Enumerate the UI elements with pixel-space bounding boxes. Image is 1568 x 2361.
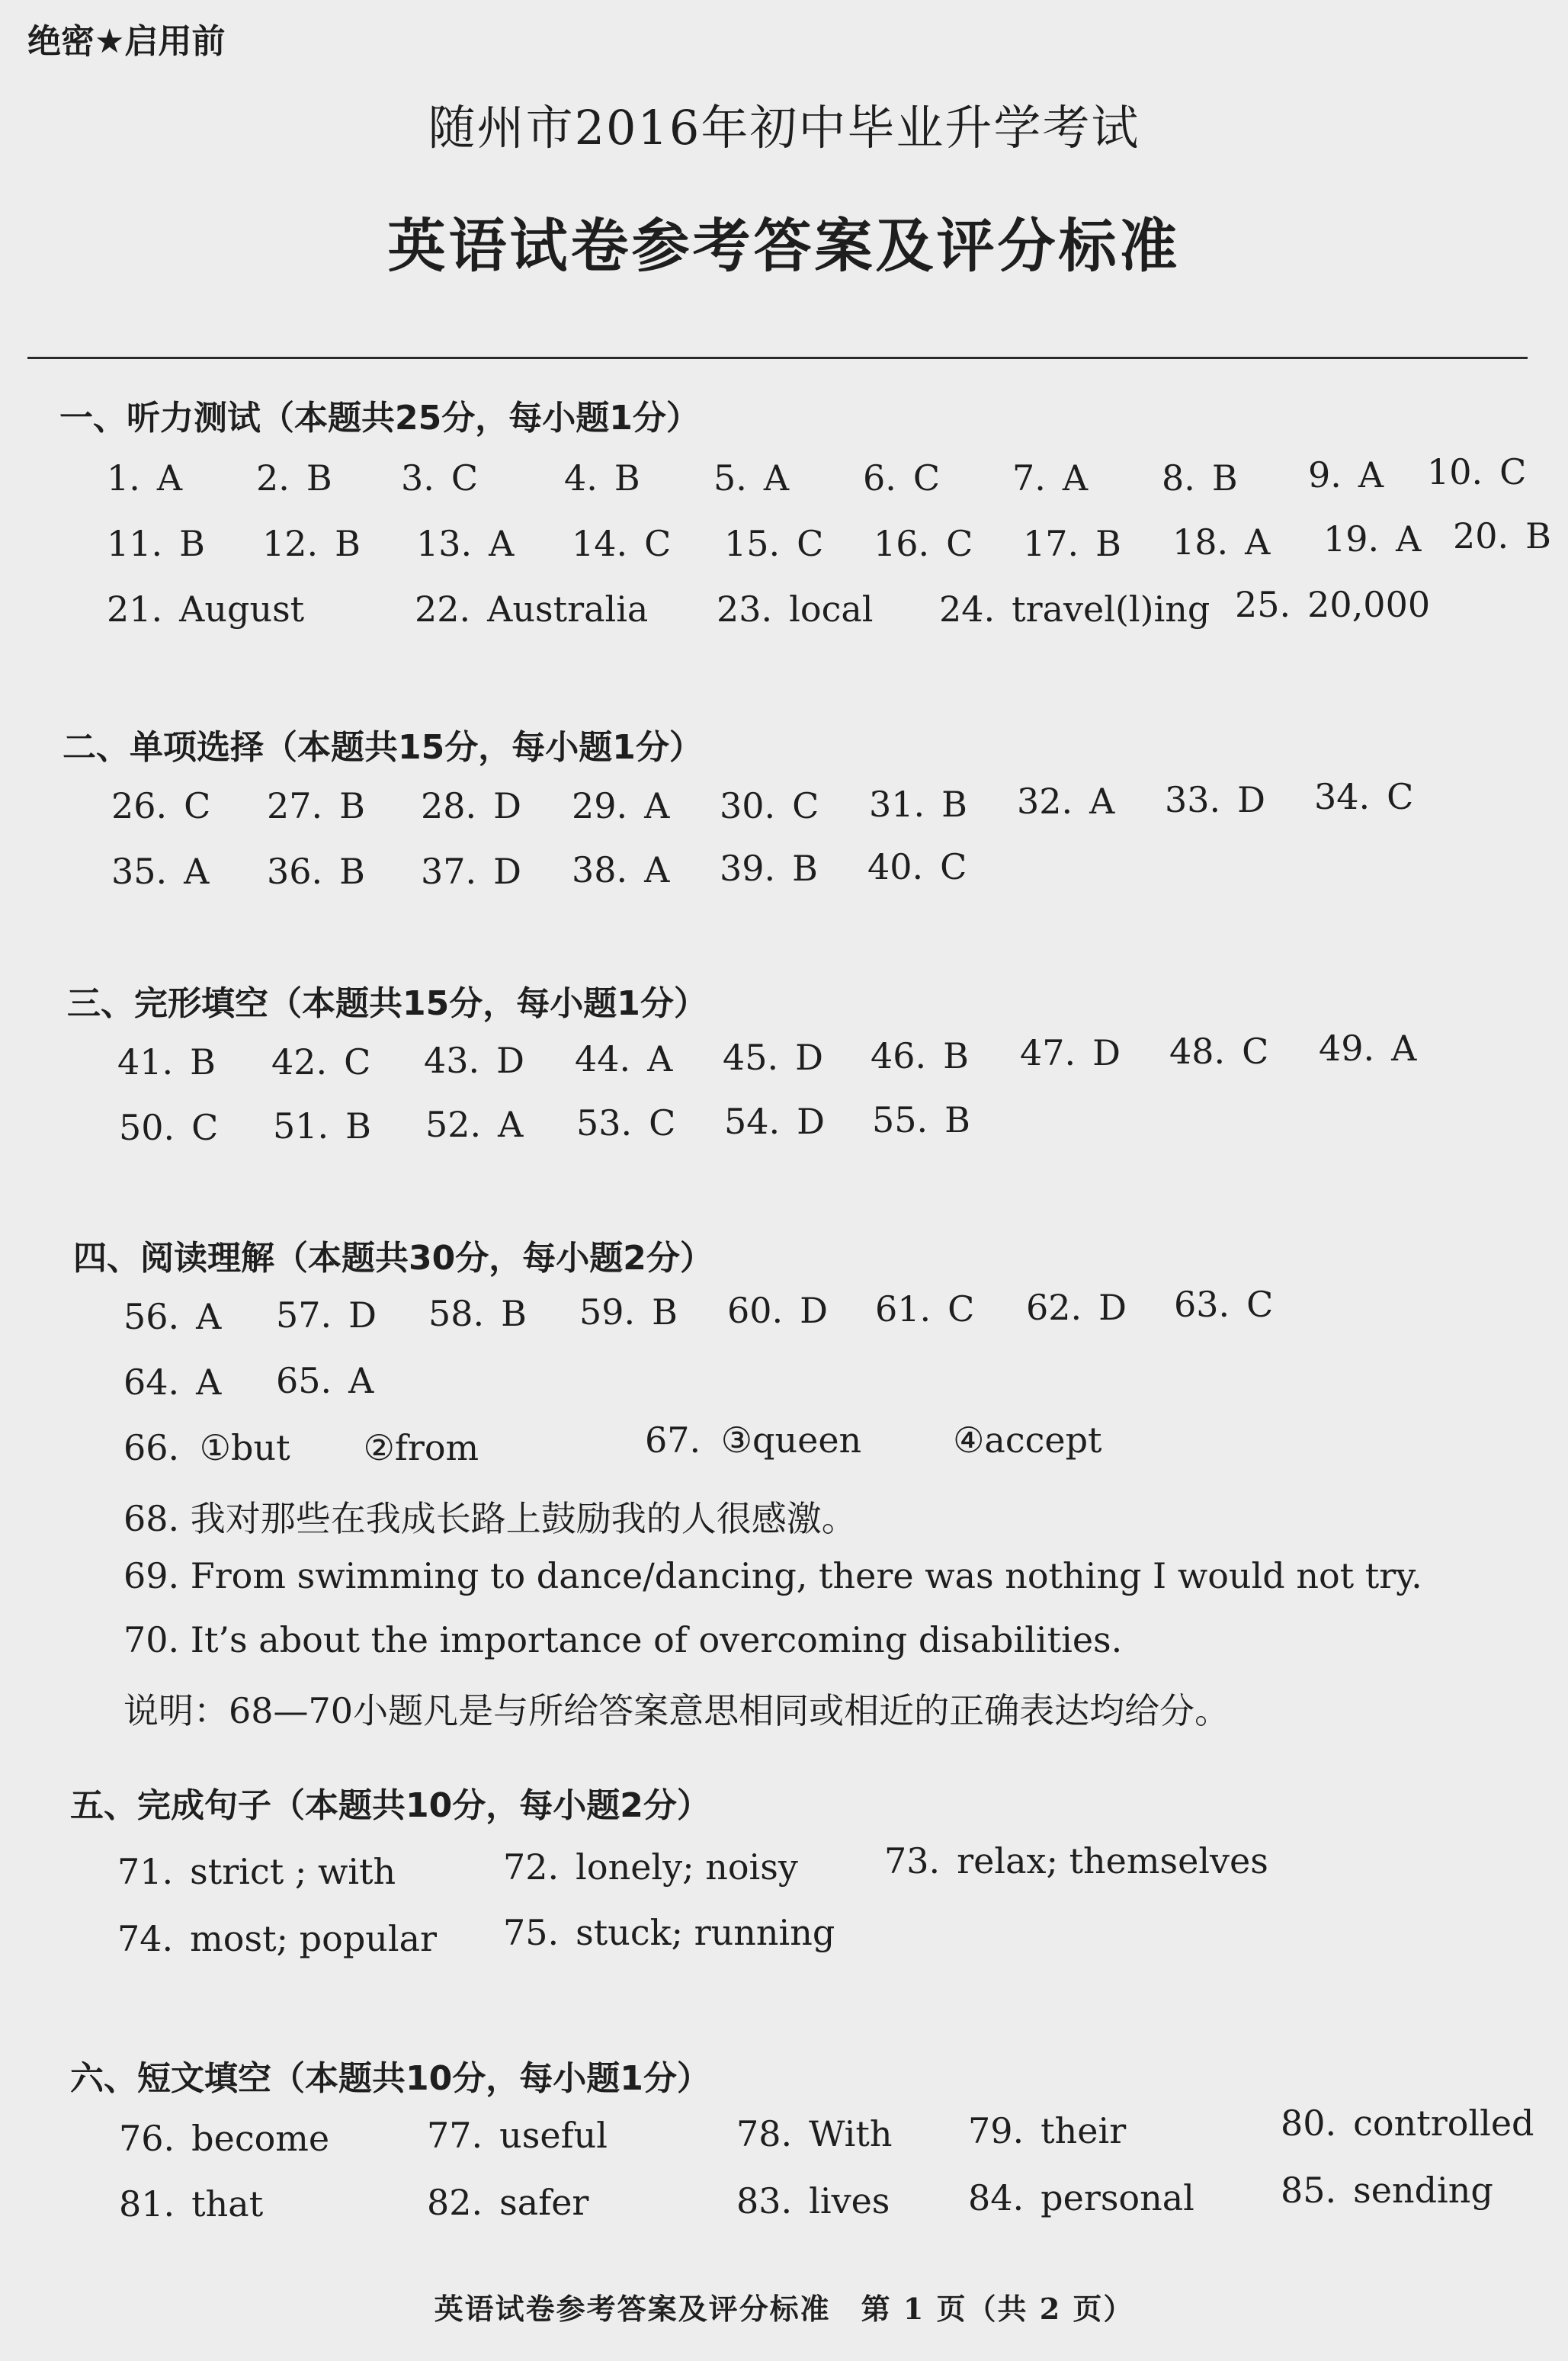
answer-item: 77. useful — [427, 2115, 608, 2156]
answer-item: 34. C — [1314, 776, 1414, 817]
answer-item: 12. B — [262, 523, 361, 564]
answer-item: 33. D — [1165, 779, 1266, 820]
answer-item: 72. lonely; noisy — [503, 1846, 798, 1888]
answer-item: 54. D — [724, 1101, 826, 1142]
answer-item: 83. lives — [736, 2180, 890, 2221]
answer-item: 35. A — [111, 851, 210, 892]
answer-item: 56. A — [123, 1296, 222, 1337]
answer-item: 79. their — [968, 2110, 1127, 2151]
answer-item: 58. B — [428, 1293, 527, 1334]
answer-item: 2. B — [256, 457, 332, 499]
answer-item: 75. stuck; running — [503, 1912, 835, 1953]
answer-item: 82. safer — [427, 2182, 589, 2223]
answer-item: 30. C — [720, 785, 819, 826]
answer-item: 31. B — [869, 784, 967, 825]
answer-item: 49. A — [1319, 1028, 1417, 1069]
answer-item: 27. B — [267, 785, 365, 826]
section-4-title: 四、阅读理解（本题共30分，每小题2分） — [73, 1239, 713, 1278]
confidential-mark: 绝密★启用前 — [27, 22, 226, 61]
answer-item: 40. C — [867, 846, 967, 887]
answer-item: 13. A — [416, 523, 515, 564]
section-3-title: 三、完形填空（本题共15分，每小题1分） — [67, 984, 707, 1023]
answer-item: 36. B — [267, 851, 365, 892]
answer-item: 63. C — [1174, 1284, 1274, 1325]
page-number: 第 1 页（共 2 页） — [861, 2292, 1134, 2326]
answer-item: 45. D — [723, 1037, 824, 1078]
answer-item: 1. A — [107, 457, 183, 499]
answer-item: 64. A — [123, 1362, 222, 1403]
answer-item: 80. controlled — [1281, 2103, 1534, 2144]
answer-item: 7. A — [1012, 457, 1089, 499]
answer-item: 42. C — [271, 1041, 371, 1083]
answer-item: 44. A — [575, 1038, 673, 1079]
answer-item: 10. C — [1427, 451, 1527, 492]
answer-item: 57. D — [276, 1294, 377, 1336]
section-2-title: 二、单项选择（本题共15分，每小题1分） — [63, 728, 703, 767]
answer-item: 20. B — [1453, 515, 1551, 557]
answer-item: 78. With — [736, 2113, 893, 2154]
answer-item: 74. most; popular — [117, 1918, 438, 1959]
answer-item: 6. C — [863, 457, 941, 499]
section-1-title: 一、听力测试（本题共25分，每小题1分） — [59, 399, 700, 438]
answer-item: 51. B — [273, 1105, 371, 1147]
answer-item: 67. ③queen ④accept — [645, 1419, 1102, 1461]
answer-item: 25. 20,000 — [1235, 584, 1431, 625]
answer-item: 43. D — [424, 1040, 525, 1081]
answer-item: 5. A — [713, 457, 790, 499]
answer-item: 3. C — [401, 457, 479, 499]
answer-item: 47. D — [1020, 1032, 1121, 1073]
answer-item: 32. A — [1017, 781, 1115, 822]
answer-item: 18. A — [1172, 521, 1271, 563]
answer-item: 14. C — [572, 523, 672, 564]
answer-item: 60. D — [727, 1290, 829, 1331]
answer-item: 21. August — [107, 589, 305, 630]
answer-item: 85. sending — [1281, 2170, 1493, 2211]
answer-item: 9. A — [1308, 454, 1384, 496]
answer-item: 4. B — [564, 457, 640, 499]
answer-item: 66. ①but ②from — [123, 1427, 479, 1468]
answer-item: 23. local — [717, 589, 874, 630]
answer-item: 53. C — [576, 1102, 676, 1144]
document-title: 英语试卷参考答案及评分标准 — [387, 212, 1181, 280]
answer-item: 15. C — [724, 523, 824, 564]
answer-item: 28. D — [421, 785, 522, 826]
answer-item: 11. B — [107, 523, 205, 564]
answer-item: 39. B — [720, 848, 818, 889]
answer-item: 29. A — [572, 785, 670, 826]
answer-item: 81. that — [119, 2183, 264, 2225]
exam-title: 随州市2016年初中毕业升学考试 — [428, 100, 1140, 156]
answer-item: 69. From swimming to dance/dancing, there was nothing I would not try. — [123, 1555, 1422, 1596]
section-6-title: 六、短文填空（本题共10分，每小题1分） — [70, 2059, 710, 2098]
answer-item: 52. A — [425, 1104, 524, 1145]
answer-item: 61. C — [875, 1288, 975, 1330]
footer-doc-title: 英语试卷参考答案及评分标准 — [434, 2292, 831, 2326]
answer-item: 48. C — [1169, 1031, 1269, 1072]
scoring-note: 说明：68—70小题凡是与所给答案意思相同或相近的正确表达均给分。 — [123, 1690, 1230, 1731]
answer-item: 59. B — [579, 1291, 678, 1333]
answer-item: 26. C — [111, 785, 211, 826]
answer-item: 41. B — [117, 1041, 216, 1083]
title-divider — [27, 357, 1528, 359]
answer-item: 73. relax; themselves — [884, 1840, 1268, 1881]
answer-item: 24. travel(l)ing — [939, 589, 1210, 630]
page-footer — [0, 2286, 1568, 2327]
answer-item: 19. A — [1323, 518, 1422, 560]
answer-item: 50. C — [119, 1107, 219, 1148]
answer-item: 76. become — [119, 2118, 330, 2159]
answer-item: 55. B — [872, 1099, 970, 1140]
answer-item: 71. strict ; with — [117, 1851, 396, 1892]
section-5-title: 五、完成句子（本题共10分，每小题2分） — [70, 1786, 710, 1825]
answer-item: 17. B — [1023, 523, 1121, 564]
answer-item: 37. D — [421, 851, 522, 892]
answer-item: 70. It’s about the importance of overcoming disabilities. — [123, 1619, 1123, 1660]
answer-item: 65. A — [276, 1360, 374, 1401]
answer-item: 22. Australia — [415, 589, 649, 630]
answer-item: 68. 我对那些在我成长路上鼓励我的人很感激。 — [123, 1498, 857, 1539]
answer-item: 62. D — [1026, 1287, 1127, 1328]
answer-item: 8. B — [1162, 457, 1238, 499]
answer-item: 16. C — [874, 523, 973, 564]
answer-item: 84. personal — [968, 2177, 1194, 2218]
answer-item: 46. B — [871, 1035, 969, 1076]
answer-item: 38. A — [572, 849, 670, 890]
